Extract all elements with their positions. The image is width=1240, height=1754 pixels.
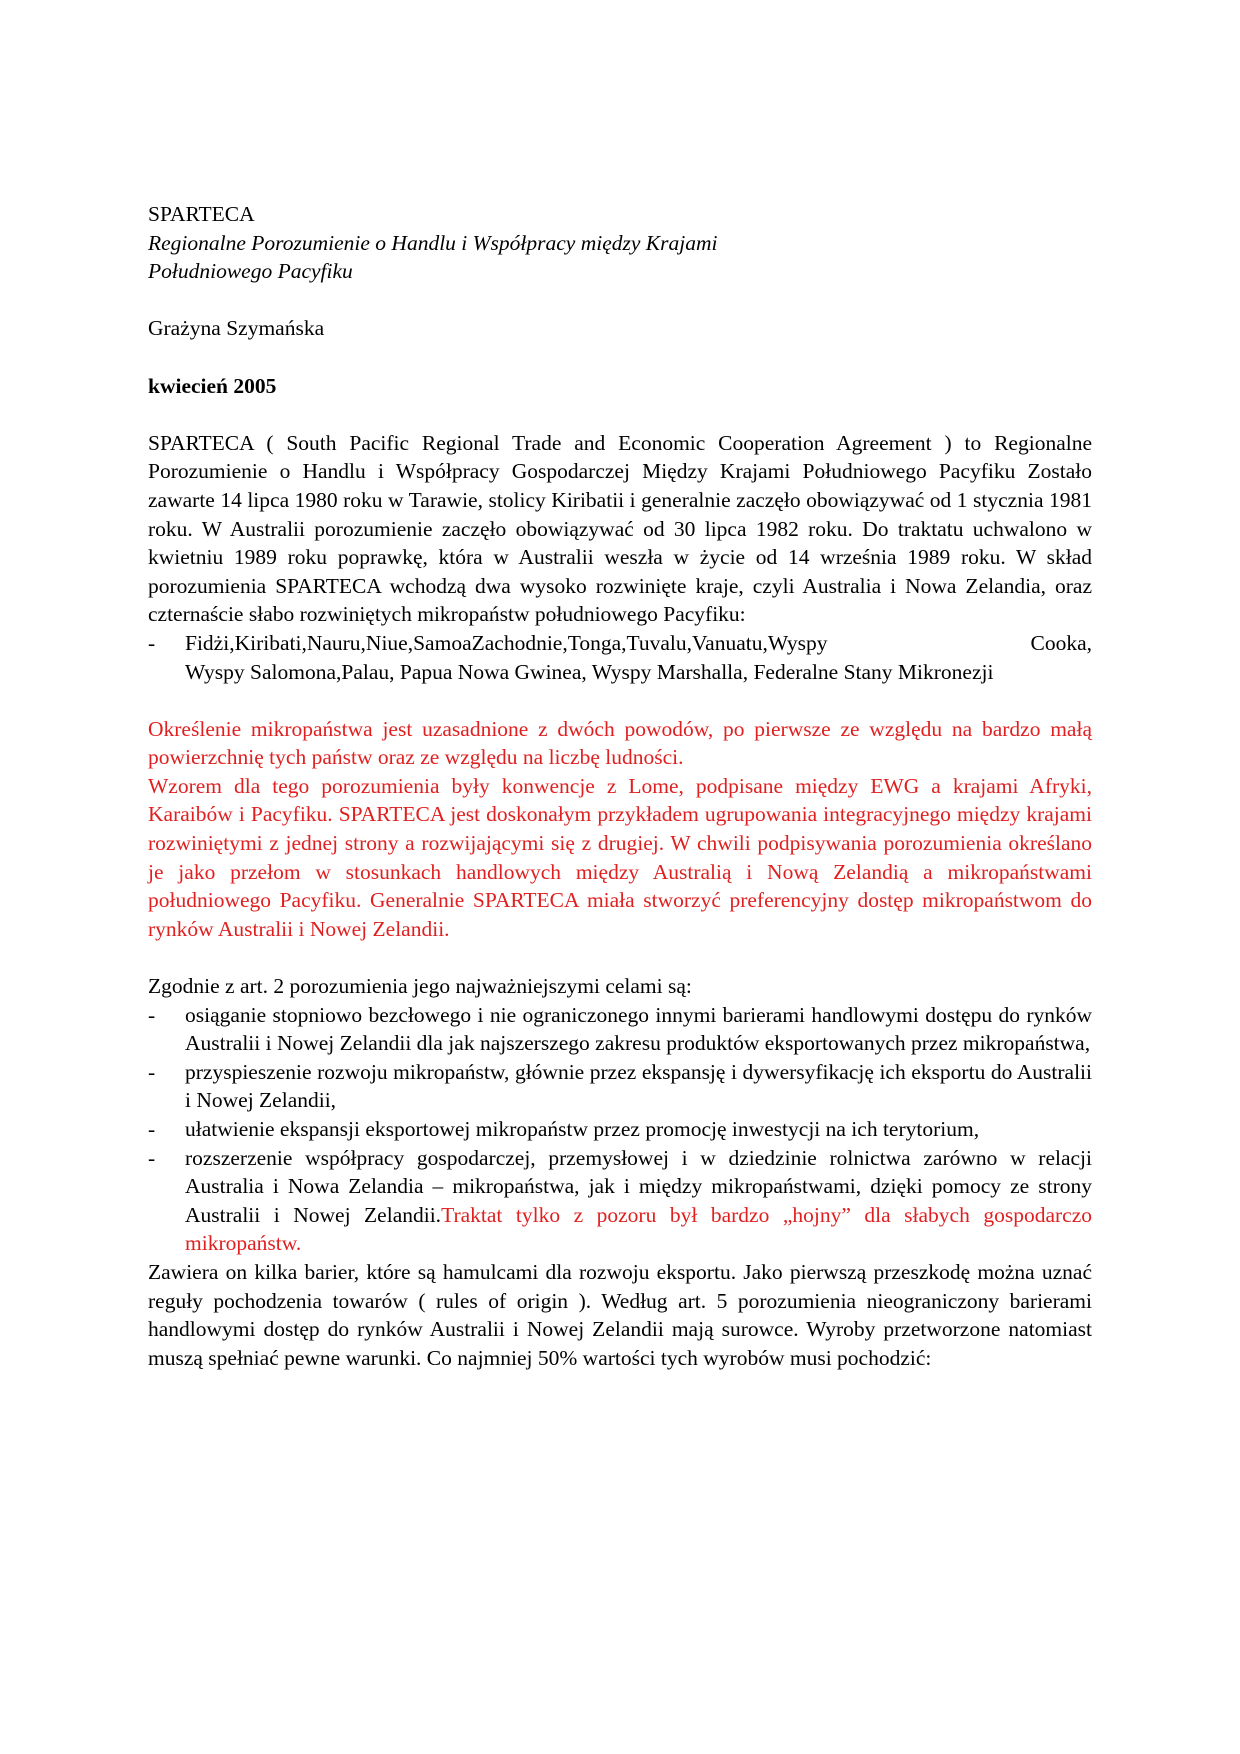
- goals-list-item: [148, 1144, 1092, 1258]
- document-date: kwiecień 2005: [148, 373, 277, 398]
- spacer: [148, 343, 1092, 372]
- intro-paragraph: SPARTECA ( South Pacific Regional Trade and Economic Cooperation Agreement ) to Regionalne Porozumienie o Handlu i Współpracy Gospodarczej Między Krajami Południowego Pacyfiku Zostało zawarte 14 lipca 1980 roku w Tarawie, stolicy Kiribatii i generalnie zaczęło obowiązywać od 1 stycznia 1981 roku. W Australii porozumienie zaczęło obowiązywać od 30 lipca 1982 roku. Do traktatu uchwalono w kwietniu 1989 roku poprawkę, która w Australii weszła w życie od 14 września 1989 roku. W skład porozumienia SPARTECA wchodzą dwa wysoko rozwinięte kraje, czyli Australia i Nowa Zelandia, oraz czternaście słabo rozwiniętych mikropaństw południowego Pacyfiku:: [148, 430, 1092, 627]
- countries-line-1: - Fidżi,Kiribati,Nauru,Niue,SamoaZachodnie,Tonga,Tuvalu,Vanuatu,Wyspy Cooka,: [185, 630, 1092, 655]
- spacer: [148, 943, 1092, 972]
- goals-list-item: - ułatwienie ekspansji eksportowej mikropaństw przez promocję inwestycji na ich terytorium,: [148, 1115, 1092, 1144]
- goals-intro: Zgodnie z art. 2 porozumienia jego najważniejszymi celami są:: [148, 974, 692, 999]
- document-title: SPARTECA: [148, 202, 255, 226]
- countries-list-item: [148, 629, 1092, 686]
- document-subtitle-line-2: Południowego Pacyfiku: [148, 259, 353, 284]
- red-paragraph-2: Wzorem dla tego porozumienia były konwencje z Lome, podpisane między EWG a krajami Afryki, Karaibów i Pacyfiku. SPARTECA jest doskonałym przykładem ugrupowania integracyjnego między krajami rozwiniętymi z jednej strony a rozwijającymi się z drugiej. W chwili podpisywania porozumienia określano je jako przełom w stosunkach handlowych między Australią i Nową Zelandią a mikropaństwami południowego Pacyfiku. Generalnie SPARTECA miała stworzyć preferencyjny dostęp mikropaństwom do rynków Australii i Nowej Zelandii.: [148, 773, 1092, 941]
- goals-last-item-red-note: Traktat tylko z pozoru był bardzo „hojny” dla słabych gospodarczo mikropaństw.: [185, 1202, 1092, 1256]
- spacer: [148, 286, 1092, 315]
- closing-paragraph: Zawiera on kilka barier, które są hamulcami dla rozwoju eksportu. Jako pierwszą przeszkodę można uznać reguły pochodzenia towarów ( rules of origin ). Według art. 5 porozumienia nieograniczony barierami handlowymi dostęp do rynków Australii i Nowej Zelandii mają surowce. Wyroby przetworzone natomiast muszą spełniać pewne warunki. Co najmniej 50% wartości tych wyrobów musi pochodzić:: [148, 1259, 1092, 1370]
- countries-line-rest: Wyspy Salomona,Palau, Papua Nowa Gwinea, Wyspy Marshalla, Federalne Stany Mikronezji: [185, 659, 994, 684]
- spacer: [148, 400, 1092, 429]
- red-paragraph-1: Określenie mikropaństwa jest uzasadnione z dwóch powodów, po pierwsze ze względu na bardzo małą powierzchnię tych państw oraz ze względu na liczbę ludności.: [148, 716, 1092, 770]
- goals-list-item: - osiąganie stopniowo bezcłowego i nie ograniczonego innymi barierami handlowymi dostępu do rynków Australii i Nowej Zelandii dla jak najszerszego zakresu produktów eksportowanych przez mikropaństwa,: [148, 1001, 1092, 1058]
- goals-last-item-text: rozszerzenie współpracy gospodarczej, przemysłowej i w dziedzinie rolnictwa zarówno w relacji Australia i Nowa Zelandia – mikropaństwa, jak i między mikropaństwami, dzięki pomocy ze strony Australii i Nowej Zelandii.: [185, 1145, 1092, 1227]
- goals-list-item: - przyspieszenie rozwoju mikropaństw, głównie przez ekspansję i dywersyfikację ich eksportu do Australii i Nowej Zelandii,: [148, 1058, 1092, 1115]
- document-page: [148, 200, 1092, 1372]
- document-subtitle-line-1: Regionalne Porozumienie o Handlu i Współpracy między Krajami: [148, 230, 718, 255]
- countries-list: [148, 629, 1092, 686]
- author-name: Grażyna Szymańska: [148, 316, 325, 341]
- spacer: [148, 686, 1092, 715]
- goals-list: [148, 1001, 1092, 1258]
